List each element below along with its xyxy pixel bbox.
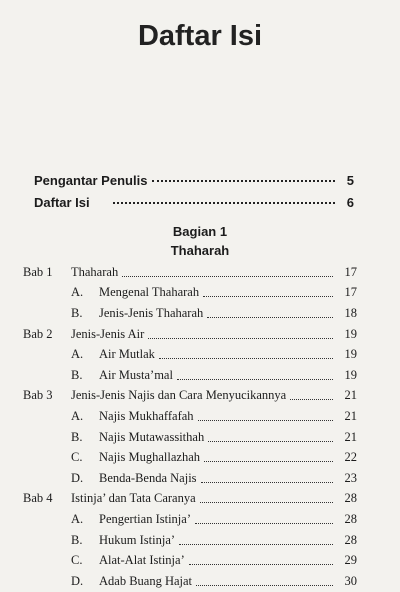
chapter-page: 21 — [344, 388, 357, 403]
dot-leader — [159, 358, 333, 359]
chapter-page: 19 — [344, 326, 357, 341]
section-letter: D. — [71, 573, 84, 588]
section-entry[interactable] — [23, 427, 357, 448]
section-page: 19 — [344, 367, 357, 382]
dot-leader — [290, 399, 333, 400]
dot-leader — [179, 544, 333, 545]
section-entry[interactable] — [23, 303, 357, 324]
dot-leader — [198, 420, 333, 421]
section-entry[interactable] — [23, 365, 357, 386]
section-title: Pengertian Istinja’ — [99, 511, 191, 526]
dot-leader — [177, 379, 333, 380]
section-title: Najis Mukhaffafah — [99, 408, 194, 423]
section-page: 28 — [344, 532, 357, 547]
page-heading: Daftar Isi — [137, 20, 263, 52]
section-letter: D. — [71, 470, 84, 485]
entry-page: 6 — [346, 195, 354, 210]
chapter-entry[interactable] — [23, 386, 357, 407]
section-title: Najis Mutawassithah — [99, 429, 205, 444]
chapter-number: Bab 2 — [23, 326, 53, 341]
section-entry[interactable] — [23, 550, 357, 571]
section-entry[interactable] — [23, 447, 357, 468]
dot-leader — [203, 296, 333, 297]
section-letter: B. — [71, 429, 83, 444]
section-letter: C. — [71, 450, 83, 465]
entry-title: Daftar Isi — [34, 195, 90, 210]
chapter-title: Thaharah — [71, 264, 119, 279]
section-page: 21 — [344, 429, 357, 444]
section-title: Mengenal Thaharah — [99, 285, 200, 300]
dot-leader — [113, 202, 335, 204]
part-title: Thaharah — [170, 243, 230, 258]
part-label: Bagian 1 — [172, 224, 228, 239]
section-title: Adab Buang Hajat — [99, 573, 193, 588]
dot-leader — [201, 482, 333, 483]
chapter-number: Bab 3 — [23, 388, 53, 403]
section-page: 17 — [344, 285, 357, 300]
front-matter-list — [34, 173, 354, 217]
section-page: 23 — [344, 470, 357, 485]
dot-leader — [195, 523, 333, 524]
section-page: 21 — [344, 408, 357, 423]
chapter-title: Jenis-Jenis Air — [71, 326, 145, 341]
chapter-number: Bab 1 — [23, 264, 53, 279]
section-entry[interactable] — [23, 571, 357, 592]
dot-leader — [148, 338, 333, 339]
dot-leader — [208, 441, 333, 442]
section-page: 19 — [344, 347, 357, 362]
chapter-entry[interactable] — [23, 489, 357, 510]
chapter-page: 28 — [344, 491, 357, 506]
section-title: Hukum Istinja’ — [99, 532, 176, 547]
chapter-entry[interactable] — [23, 262, 357, 283]
dot-leader — [207, 317, 333, 318]
dot-leader — [189, 564, 333, 565]
section-title: Alat-Alat Istinja’ — [99, 553, 185, 568]
section-page: 18 — [344, 305, 357, 320]
section-page: 30 — [344, 573, 357, 588]
front-matter-entry[interactable] — [34, 173, 354, 195]
section-letter: B. — [71, 532, 83, 547]
entry-title: Pengantar Penulis — [34, 173, 148, 188]
chapter-title: Istinja’ dan Tata Caranya — [71, 491, 196, 506]
section-title: Najis Mughallazhah — [99, 450, 201, 465]
section-letter: A. — [71, 408, 84, 423]
section-entry[interactable] — [23, 344, 357, 365]
section-letter: A. — [71, 347, 84, 362]
section-letter: B. — [71, 305, 83, 320]
section-letter: B. — [71, 367, 83, 382]
section-entry[interactable] — [23, 406, 357, 427]
section-title: Benda-Benda Najis — [99, 470, 197, 485]
section-page: 29 — [344, 553, 357, 568]
section-letter: C. — [71, 553, 83, 568]
entry-page: 5 — [346, 173, 354, 188]
dot-leader — [152, 180, 335, 182]
section-page: 28 — [344, 511, 357, 526]
dot-leader — [196, 585, 333, 586]
section-title: Air Mutlak — [99, 347, 155, 362]
chapter-entry[interactable] — [23, 324, 357, 345]
toc-list — [23, 262, 357, 592]
section-entry[interactable] — [23, 468, 357, 489]
section-title: Jenis-Jenis Thaharah — [99, 305, 204, 320]
chapter-number: Bab 4 — [23, 491, 53, 506]
section-page: 22 — [344, 450, 357, 465]
section-title: Air Musta’mal — [99, 367, 173, 382]
front-matter-entry[interactable] — [34, 195, 354, 217]
section-letter: A. — [71, 285, 84, 300]
chapter-title: Jenis-Jenis Najis dan Cara Menyucikannya — [71, 388, 287, 403]
dot-leader — [200, 502, 333, 503]
dot-leader — [122, 276, 333, 277]
section-letter: A. — [71, 511, 84, 526]
chapter-page: 17 — [344, 264, 357, 279]
section-entry[interactable] — [23, 509, 357, 530]
section-entry[interactable] — [23, 530, 357, 551]
section-entry[interactable] — [23, 283, 357, 304]
dot-leader — [204, 461, 333, 462]
